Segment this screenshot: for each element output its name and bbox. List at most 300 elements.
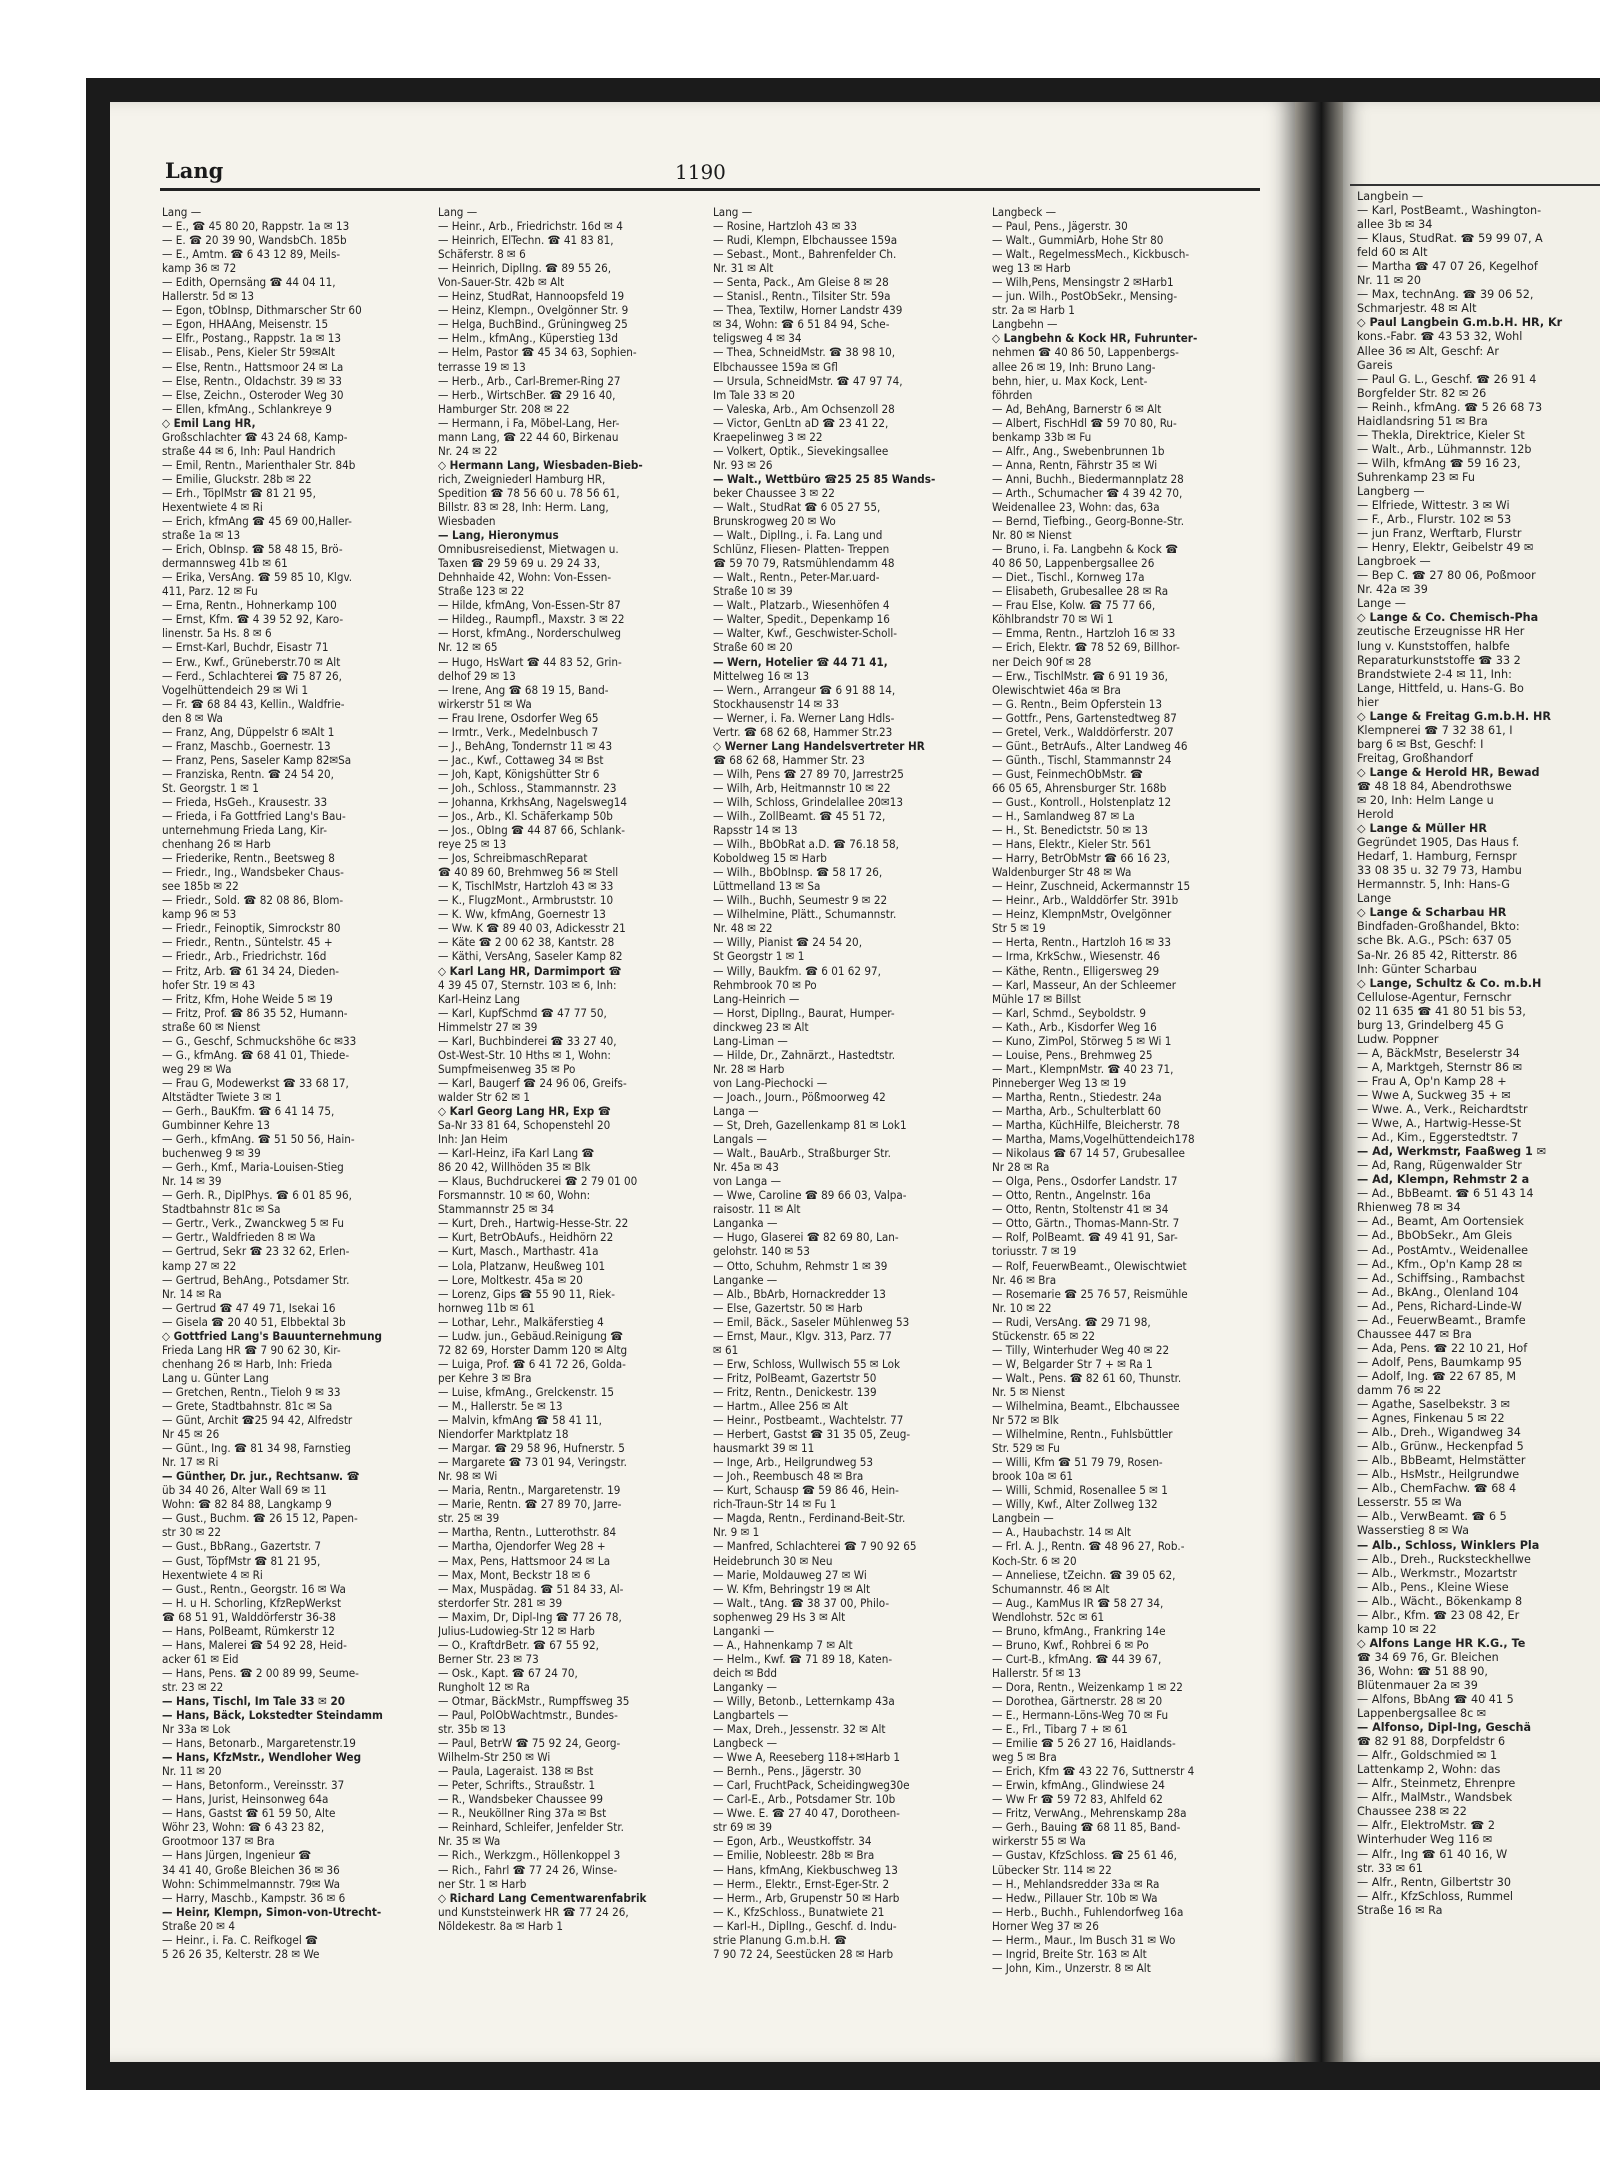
- directory-entry-line: — Alb., BbBeamt, Helmstätter: [1357, 1454, 1526, 1468]
- directory-entry-line: Nr. 31 ✉ Alt: [713, 261, 774, 276]
- directory-entry-line: — Helga, BuchBind., Grüningweg 25: [438, 317, 628, 332]
- directory-entry-line: — Franziska, Rentn. ☎ 24 54 20,: [162, 766, 334, 781]
- directory-entry-line: — Alb., Wächt., Bökenkamp 8: [1357, 1594, 1523, 1608]
- directory-entry-line: — O., KraftdrBetr. ☎ 67 55 92,: [438, 1637, 599, 1652]
- directory-entry-line: Nöldekestr. 8a ✉ Harb 1: [438, 1918, 564, 1933]
- directory-entry-line: — Rich., Fahrl ☎ 77 24 26, Winse-: [438, 1862, 618, 1877]
- directory-entry-line: ☎ 34 69 76, Gr. Bleichen: [1357, 1650, 1499, 1664]
- directory-entry-line: behn, hier, u. Max Kock, Lent-: [992, 373, 1148, 388]
- directory-entry-line: — Martha ☎ 47 07 26, Kegelhof: [1357, 260, 1538, 274]
- directory-column-1: [162, 205, 422, 1961]
- directory-entry-line: — Fritz, Arb. ☎ 61 34 24, Dieden-: [162, 963, 340, 978]
- directory-entry-line: ◇ Lange & Herold HR, Bewad: [1357, 765, 1540, 779]
- directory-entry-line: Hexentwiete 4 ✉ Ri: [162, 1567, 263, 1582]
- directory-entry-line: — Max, Pens, Hattsmoor 24 ✉ La: [438, 1553, 611, 1568]
- directory-entry-line: wirkerstr 51 ✉ Wa: [438, 696, 532, 711]
- directory-entry-line: Lange, Hittfeld, u. Hans-G. Bo: [1357, 681, 1524, 695]
- directory-entry-line: — Fritz, Rentn., Denickestr. 139: [713, 1384, 877, 1399]
- directory-entry-line: — Alb., HsMstr., Heilgrundwe: [1357, 1468, 1520, 1482]
- directory-entry-line: — Rudi, VersAng. ☎ 29 71 98,: [992, 1314, 1151, 1329]
- directory-entry-line: ☎ 68 51 91, Walddörferstr 36-38: [162, 1609, 336, 1624]
- directory-entry-line: — Wwe A, Suckweg 35 + ✉: [1357, 1089, 1511, 1102]
- directory-entry-line: — Willy, Kwf., Alter Zollweg 132: [992, 1497, 1158, 1512]
- directory-entry-line: — Erh., TöplMstr ☎ 81 21 95,: [162, 485, 316, 500]
- directory-entry-line: — Erich, Kfm ☎ 43 22 76, Suttnerstr 4: [992, 1764, 1195, 1779]
- directory-entry-line: feld 60 ✉ Alt: [1357, 246, 1428, 260]
- directory-entry-line: Borgfelder Str. 82 ✉ 26: [1357, 386, 1487, 400]
- directory-entry-line: Pinneberger Weg 13 ✉ 19: [992, 1075, 1127, 1090]
- running-head-name: Lang: [165, 158, 224, 183]
- directory-entry-line: — Olga, Pens., Osdorfer Landstr. 17: [992, 1174, 1178, 1189]
- directory-entry-line: — Gertr., Waldfrieden 8 ✉ Wa: [162, 1230, 316, 1245]
- directory-entry-line: 86 20 42, Willhöden 35 ✉ Blk: [438, 1160, 591, 1175]
- directory-entry-line: — Klaus, Buchdruckerei ☎ 2 79 01 00: [438, 1174, 638, 1189]
- directory-entry-line: Nr. 35 ✉ Wa: [438, 1834, 501, 1849]
- directory-entry-line: — Alb., Schloss, Winklers Pla: [1357, 1538, 1540, 1552]
- directory-entry-line: — Paul, PolObWachtmstr., Bundes-: [438, 1708, 618, 1723]
- directory-entry-line: — jun Franz, Werftarb, Flurstr: [1357, 527, 1522, 541]
- directory-entry-line: — R., Wandsbeker Chaussee 99: [438, 1792, 604, 1807]
- directory-entry-line: Köhlbrandstr 70 ✉ Wi 1: [992, 612, 1114, 627]
- directory-entry-line: — Gerh. R., DiplPhys. ☎ 6 01 85 96,: [162, 1188, 352, 1203]
- directory-entry-line: Nr. 10 ✉ 22: [992, 1300, 1052, 1315]
- directory-entry-line: Nr. 28 ✉ Harb: [713, 1061, 785, 1076]
- directory-entry-line: per Kehre 3 ✉ Bra: [438, 1370, 532, 1385]
- directory-entry-line: Nr 45 ✉ 26: [162, 1427, 220, 1442]
- directory-entry-line: — Wwe. A., Verk., Reichardtstr: [1357, 1103, 1528, 1117]
- directory-entry-line: benkamp 33b ✉ Fu: [992, 429, 1092, 444]
- directory-entry-line: — Jos., Arb., Kl. Schäferkamp 50b: [438, 809, 613, 824]
- directory-entry-line: — Irma, KrkSchw., Wiesenstr. 46: [992, 949, 1161, 964]
- directory-entry-line: — Karl-Heinz, iFa Karl Lang ☎: [438, 1146, 595, 1161]
- directory-entry-line: Langbroek —: [1357, 555, 1431, 569]
- directory-entry-line: — Paul, Pens., Jägerstr. 30: [992, 219, 1128, 234]
- directory-entry-line: — Harry, BetrObMstr ☎ 66 16 23,: [992, 851, 1171, 866]
- directory-entry-line: — Johanna, KrkhsAng, Nagelsweg14: [438, 794, 628, 809]
- directory-entry-line: — Frieda, i Fa Gottfried Lang's Bau-: [162, 809, 346, 824]
- directory-entry-line: lung v. Kunststoffen, halbfe: [1357, 639, 1510, 653]
- directory-entry-line: ◇ Karl Georg Lang HR, Exp ☎: [438, 1104, 611, 1118]
- directory-entry-line: — Karl, Baugerf ☎ 24 96 06, Greifs-: [438, 1075, 627, 1090]
- directory-entry-line: — Reinhard, Schleifer, Jenfelder Str.: [438, 1820, 624, 1835]
- directory-entry-line: Omnibusreisedienst, Mietwagen u.: [438, 542, 619, 557]
- directory-entry-line: — Else, Gazertstr. 50 ✉ Harb: [713, 1300, 863, 1315]
- directory-entry-line: — Max, Muspädag. ☎ 51 84 33, Al-: [438, 1581, 624, 1596]
- directory-entry-line: — Karl-H., DiplIng., Geschf. d. Indu-: [713, 1918, 897, 1933]
- directory-entry-line: — Franz, Maschb., Goernestr. 13: [162, 738, 331, 753]
- directory-entry-line: Schäferstr. 8 ✉ 6: [438, 247, 526, 262]
- directory-entry-line: Lange: [1357, 892, 1392, 906]
- directory-entry-line: — Else, Zeichn., Osteroder Weg 30: [162, 387, 344, 402]
- directory-entry-line: raisostr. 11 ✉ Alt: [713, 1202, 801, 1217]
- directory-entry-line: — G. Rentn., Beim Opferstein 13: [992, 696, 1163, 711]
- directory-entry-line: — Alfons, BbAng ☎ 40 41 5: [1357, 1693, 1514, 1707]
- directory-entry-line: Langbein —: [1357, 190, 1424, 203]
- directory-entry-line: — Emma, Rentn., Hartzloh 16 ✉ 33: [992, 626, 1176, 641]
- directory-entry-line: — Wwe. E. ☎ 27 40 47, Dorotheen-: [713, 1806, 900, 1821]
- directory-entry-line: Nr. 5 ✉ Nienst: [992, 1384, 1065, 1399]
- directory-entry-line: — Walter, Kwf., Geschwister-Scholl-: [713, 626, 898, 641]
- directory-entry-line: Sa-Nr. 26 85 42, Ritterstr. 86: [1357, 948, 1518, 962]
- directory-entry-line: — Willi, Schmid, Rosenallee 5 ✉ 1: [992, 1483, 1168, 1498]
- directory-entry-line: — Wilh., BbObRat a.D. ☎ 76.18 58,: [713, 837, 899, 852]
- directory-entry-line: — K. Ww, kfmAng, Goernestr 13: [438, 907, 606, 922]
- directory-entry-line: — Hans Jürgen, Ingenieur ☎: [162, 1848, 312, 1863]
- directory-entry-line: — Max, Mont, Beckstr 18 ✉ 6: [438, 1567, 591, 1582]
- directory-entry-line: — Wwe, A., Hartwig-Hesse-St: [1357, 1117, 1522, 1131]
- directory-entry-line: — Egon, Arb., Weustkoffstr. 34: [713, 1834, 872, 1849]
- directory-entry-line: Grootmoor 137 ✉ Bra: [162, 1834, 275, 1849]
- directory-entry-line: — Franz, Ang, Düppelstr 6 ✉Alt 1: [162, 724, 335, 739]
- directory-entry-line: — Maxim, Dr, Dipl-Ing ☎ 77 26 78,: [438, 1609, 622, 1624]
- directory-entry-line: — Werner, i. Fa. Werner Lang Hdls-: [713, 710, 895, 725]
- directory-entry-line: Langbehn —: [992, 317, 1058, 332]
- directory-entry-line: Schmarjestr. 48 ✉ Alt: [1357, 302, 1477, 316]
- directory-entry-line: str 69 ✉ 39: [713, 1820, 773, 1835]
- directory-entry-line: — Fritz, Prof. ☎ 86 35 52, Humann-: [162, 1005, 348, 1020]
- directory-entry-line: 36, Wohn: ☎ 51 88 90,: [1357, 1664, 1488, 1678]
- directory-entry-line: — Tilly, Winterhuder Weg 40 ✉ 22: [992, 1342, 1170, 1357]
- book-gutter: [1295, 102, 1343, 2062]
- directory-entry-line: Rapsstr 14 ✉ 13: [713, 823, 798, 838]
- directory-entry-line: — Rolf, PolBeamt. ☎ 49 41 91, Sar-: [992, 1230, 1178, 1245]
- directory-entry-line: Hallerstr. 5f ✉ 13: [992, 1665, 1082, 1680]
- directory-entry-line: — Friedr., Rentn., Süntelstr. 45 +: [162, 935, 333, 950]
- directory-entry-line: Großschlachter ☎ 43 24 68, Kamp-: [162, 429, 348, 444]
- directory-entry-line: — Emil, Bäck., Saseler Mühlenweg 53: [713, 1314, 910, 1329]
- directory-entry-line: Von-Sauer-Str. 42b ✉ Alt: [438, 275, 565, 290]
- directory-entry-line: Chaussee 447 ✉ Bra: [1357, 1327, 1472, 1341]
- directory-entry-line: 5 26 26 35, Kelterstr. 28 ✉ We: [162, 1946, 320, 1961]
- directory-entry-line: Billstr. 83 ✉ 28, Inh: Herm. Lang,: [438, 499, 609, 514]
- directory-entry-line: Dehnhaide 42, Wohn: Von-Essen-: [438, 570, 612, 585]
- directory-entry-line: — Ad, Rang, Rügenwalder Str: [1357, 1159, 1522, 1173]
- directory-entry-line: Nr. 93 ✉ 26: [713, 457, 773, 472]
- directory-entry-line: Himmelstr 27 ✉ 39: [438, 1019, 538, 1034]
- directory-entry-line: — Alfr., Ang., Swebenbrunnen 1b: [992, 443, 1165, 458]
- directory-entry-line: rich, Zweigniederl Hamburg HR,: [438, 471, 606, 486]
- directory-entry-line: sterdorfer Str. 281 ✉ 39: [438, 1595, 563, 1610]
- directory-entry-line: Ost-West-Str. 10 Hths ✉ 1, Wohn:: [438, 1047, 611, 1062]
- directory-entry-line: — Ad, BehAng, Barnerstr 6 ✉ Alt: [992, 401, 1162, 416]
- directory-entry-line: — Kurt, Schausp ☎ 59 86 46, Hein-: [713, 1483, 899, 1498]
- directory-entry-line: — Wern, Hotelier ☎ 44 71 41,: [713, 654, 888, 669]
- directory-entry-line: — H., St. Benedictstr. 50 ✉ 13: [992, 823, 1148, 838]
- directory-entry-line: — Gretchen, Rentn., Tieloh 9 ✉ 33: [162, 1384, 341, 1399]
- directory-entry-line: — Walt., Wettbüro ☎25 25 85 Wands-: [713, 471, 936, 486]
- directory-entry-line: Lattenkamp 2, Wohn: das: [1357, 1763, 1501, 1777]
- directory-entry-line: — Louise, Pens., Brehmweg 25: [992, 1047, 1153, 1062]
- directory-column-4: [992, 205, 1252, 1975]
- directory-entry-line: Allee 36 ✉ Alt, Geschf: Ar: [1357, 344, 1499, 358]
- directory-entry-line: — Max, Dreh., Jessenstr. 32 ✉ Alt: [713, 1722, 886, 1737]
- directory-entry-line: — A., Haubachstr. 14 ✉ Alt: [992, 1525, 1131, 1540]
- directory-entry-line: — Else, Rentn., Hattsmoor 24 ✉ La: [162, 359, 344, 374]
- directory-entry-line: — Friederike, Rentn., Beetsweg 8: [162, 851, 335, 866]
- directory-entry-line: — Gustav, KfzSchloss. ☎ 25 61 46,: [992, 1848, 1177, 1863]
- directory-entry-line: — K, TischlMstr, Hartzloh 43 ✉ 33: [438, 879, 614, 894]
- directory-entry-line: — Karl, KupfSchmd ☎ 47 77 50,: [438, 1005, 607, 1020]
- directory-entry-line: — Hugo, HsWart ☎ 44 83 52, Grin-: [438, 654, 622, 669]
- directory-entry-line: — Gertr., Verk., Zwanckweg 5 ✉ Fu: [162, 1216, 345, 1231]
- directory-entry-line: — Wilh, Arb, Heitmannstr 10 ✉ 22: [713, 780, 891, 795]
- directory-entry-line: Brunskrogweg 20 ✉ Wo: [713, 514, 836, 529]
- directory-entry-line: — Alb., ChemFachw. ☎ 68 4: [1357, 1482, 1517, 1496]
- directory-entry-line: — Kuno, ZimPol, Störweg 5 ✉ Wi 1: [992, 1033, 1172, 1048]
- directory-entry-line: hier: [1357, 695, 1379, 709]
- directory-entry-line: Lang-Liman —: [713, 1033, 788, 1048]
- directory-entry-line: — Martha, KüchHilfe, Bleicherstr. 78: [992, 1118, 1180, 1133]
- directory-entry-line: Langanki —: [713, 1623, 775, 1638]
- directory-entry-line: Straße 20 ✉ 4: [162, 1918, 235, 1933]
- directory-entry-line: Mühle 17 ✉ Billst: [992, 991, 1081, 1006]
- directory-entry-line: Freitag, Großhandorf: [1357, 751, 1473, 765]
- page-header: [165, 158, 1255, 188]
- directory-entry-line: Nr. 14 ✉ 39: [162, 1174, 222, 1189]
- directory-entry-line: — Heinr., Arb., Walddörfer Str. 391b: [992, 893, 1179, 908]
- directory-entry-line: mann Lang, ☎ 22 44 60, Birkenau: [438, 429, 619, 444]
- page-number: 1190: [675, 160, 726, 184]
- directory-entry-line: — Hans, Gastst ☎ 61 59 50, Alte: [162, 1806, 336, 1821]
- directory-entry-line: — Bernh., Pens., Jägerstr. 30: [713, 1764, 862, 1779]
- directory-entry-line: — Frau A, Op'n Kamp 28 +: [1357, 1074, 1507, 1088]
- directory-entry-line: — Gottfr., Pens, Gartenstedtweg 87: [992, 710, 1177, 725]
- directory-entry-line: — Grete, Stadtbahnstr. 81c ✉ Sa: [162, 1398, 333, 1413]
- directory-entry-line: St Georgstr 1 ✉ 1: [713, 949, 805, 964]
- directory-entry-line: — Gust., Kontroll., Holstenplatz 12: [992, 794, 1172, 809]
- directory-entry-line: — Walt., Pens. ☎ 82 61 60, Thunstr.: [992, 1370, 1182, 1385]
- directory-entry-line: — Friedr., Ing., Wandsbeker Chaus-: [162, 865, 344, 880]
- directory-entry-line: Nr. 80 ✉ Nienst: [992, 528, 1072, 543]
- directory-entry-line: str. 23 ✉ 22: [162, 1679, 224, 1694]
- directory-entry-line: wirkerstr 55 ✉ Wa: [992, 1834, 1086, 1849]
- directory-entry-line: 411, Parz. 12 ✉ Fu: [162, 584, 258, 599]
- directory-entry-line: — Lola, Platzanw, Heußweg 101: [438, 1258, 606, 1273]
- directory-entry-line: — Heinr, Zuschneid, Ackermannstr 15: [992, 879, 1191, 894]
- directory-entry-line: — Wwe A, Reeseberg 118+✉Harb 1: [713, 1750, 901, 1765]
- directory-entry-line: Nr 572 ✉ Blk: [992, 1413, 1059, 1428]
- directory-entry-line: — Erich, Elektr. ☎ 78 52 69, Billhor-: [992, 640, 1180, 655]
- directory-entry-line: — Gretel, Verk., Walddörferstr. 207: [992, 724, 1174, 739]
- directory-entry-line: — Rosine, Hartzloh 43 ✉ 33: [713, 219, 858, 234]
- directory-entry-line: Wasserstieg 8 ✉ Wa: [1357, 1524, 1470, 1538]
- directory-entry-line: üb 34 40 26, Alter Wall 69 ✉ 11: [162, 1483, 327, 1498]
- directory-entry-line: Langanka —: [713, 1216, 778, 1231]
- directory-entry-line: Ludw. Poppner: [1357, 1032, 1439, 1046]
- directory-entry-line: — Walt., GummiArb, Hohe Str 80: [992, 233, 1164, 248]
- directory-entry-line: — Herbert, Gastst ☎ 31 35 05, Zeug-: [713, 1427, 911, 1442]
- directory-entry-line: Langa —: [713, 1104, 759, 1118]
- directory-entry-line: — Bruno, Kwf., Rohbrei 6 ✉ Po: [992, 1637, 1149, 1652]
- directory-entry-line: Frieda Lang HR ☎ 7 90 62 30, Kir-: [162, 1342, 341, 1357]
- directory-entry-line: Nr. 24 ✉ 22: [438, 443, 498, 458]
- directory-entry-line: — Günt., Ing. ☎ 81 34 98, Farnstieg: [162, 1441, 351, 1456]
- directory-entry-line: Lang —: [162, 205, 202, 219]
- directory-entry-line: — Hartm., Allee 256 ✉ Alt: [713, 1398, 848, 1413]
- directory-entry-line: — Günt, Archit ☎25 94 42, Alfredstr: [162, 1413, 353, 1428]
- directory-entry-line: Taxen ☎ 29 59 69 u. 29 24 33,: [438, 556, 601, 571]
- directory-entry-line: Haidlandsring 51 ✉ Bra: [1357, 414, 1488, 428]
- directory-entry-line: reye 25 ✉ 13: [438, 837, 507, 852]
- directory-entry-line: — Ad., Kim., Eggerstedtstr. 7: [1357, 1131, 1519, 1145]
- directory-entry-line: — Gust., Rentn., Georgstr. 16 ✉ Wa: [162, 1581, 346, 1596]
- directory-entry-line: — Hans, KfzMstr., Wendloher Weg: [162, 1750, 362, 1765]
- directory-entry-line: deich ✉ Bdd: [713, 1665, 778, 1680]
- directory-entry-line: — Gerh., Bauing ☎ 68 11 85, Band-: [992, 1820, 1181, 1835]
- directory-entry-line: — Paul G. L., Geschf. ☎ 26 91 4: [1357, 372, 1537, 386]
- directory-entry-line: — Alb., Pens., Kleine Wiese: [1357, 1580, 1509, 1594]
- directory-entry-line: Lesserstr. 55 ✉ Wa: [1357, 1496, 1462, 1510]
- directory-entry-line: kamp 96 ✉ 53: [162, 907, 237, 922]
- directory-entry-line: — Manfred, Schlachterei ☎ 7 90 92 65: [713, 1539, 917, 1554]
- directory-entry-line: — Dora, Rentn., Weizenkamp 1 ✉ 22: [992, 1679, 1183, 1694]
- directory-entry-line: — Alfr., KfzSchloss, Rummel: [1357, 1889, 1514, 1903]
- directory-entry-line: unternehmung Frieda Lang, Kir-: [162, 823, 327, 838]
- directory-entry-line: — Erw, Schloss, Wullwisch 55 ✉ Lok: [713, 1356, 901, 1371]
- directory-entry-line: — E., Frl., Tibarg 7 + ✉ 61: [992, 1722, 1128, 1737]
- directory-entry-line: Vertr. ☎ 68 62 68, Hammer Str.23: [713, 724, 893, 739]
- directory-entry-line: allee 26 ✉ 19, Inh: Bruno Lang-: [992, 359, 1156, 374]
- directory-entry-line: Niendorfer Marktplatz 18: [438, 1427, 569, 1442]
- directory-entry-line: ☎ 40 89 60, Brehmweg 56 ✉ Stell: [438, 865, 619, 880]
- directory-entry-line: — Heinz, Klempn., Ovelgönner Str. 9: [438, 303, 629, 318]
- directory-entry-line: Straße 10 ✉ 39: [713, 584, 793, 599]
- directory-entry-line: den 8 ✉ Wa: [162, 710, 223, 725]
- directory-entry-line: — Volkert, Optik., Sievekingsallee: [713, 443, 889, 458]
- directory-entry-line: — Ad, Klempn, Rehmstr 2 a: [1357, 1173, 1530, 1187]
- directory-entry-line: — St, Dreh, Gazellenkamp 81 ✉ Lok1: [713, 1118, 907, 1133]
- directory-entry-line: — Hermann, i Fa, Möbel-Lang, Her-: [438, 415, 620, 430]
- directory-entry-line: Herold: [1357, 808, 1394, 822]
- directory-entry-line: allee 3b ✉ 34: [1357, 218, 1433, 232]
- directory-entry-line: — Martha, Rentn., Lutterothstr. 84: [438, 1525, 617, 1540]
- directory-entry-line: — Inge, Arb., Heilgrundweg 53: [713, 1455, 874, 1470]
- directory-entry-line: Hermannstr. 5, Inh: Hans-G: [1357, 878, 1510, 892]
- directory-entry-line: — Ad., PostAmtv., Weidenallee: [1357, 1243, 1529, 1257]
- directory-entry-line: Rungholt 12 ✉ Ra: [438, 1679, 530, 1694]
- directory-entry-line: Nr. 46 ✉ Bra: [992, 1272, 1057, 1287]
- directory-entry-line: — Curt-B., kfmAng. ☎ 44 39 67,: [992, 1651, 1162, 1666]
- directory-entry-line: — Hugo, Glaserei ☎ 82 69 80, Lan-: [713, 1230, 899, 1245]
- directory-entry-line: — Wilh., ZollBeamt. ☎ 45 51 72,: [713, 809, 886, 824]
- directory-entry-line: — Thekla, Direktrice, Kieler St: [1357, 428, 1525, 442]
- directory-entry-line: — Walt., RegelmessMech., Kickbusch-: [992, 247, 1190, 262]
- directory-entry-line: — Klaus, StudRat. ☎ 59 99 07, A: [1357, 232, 1543, 246]
- directory-entry-line: Suhrenkamp 23 ✉ Fu: [1357, 470, 1475, 484]
- directory-entry-line: Altstädter Twiete 3 ✉ 1: [162, 1089, 282, 1104]
- directory-entry-line: — Friedr., Sold. ☎ 82 08 86, Blom-: [162, 893, 344, 908]
- directory-entry-line: ☎ 68 62 68, Hammer Str. 23: [713, 752, 865, 767]
- directory-entry-line: — A., Hahnenkamp 7 ✉ Alt: [713, 1637, 853, 1652]
- directory-entry-line: — Frieda, HsGeh., Krausestr. 33: [162, 794, 328, 809]
- directory-entry-line: — Alb., Grünw., Heckenpfad 5: [1357, 1440, 1524, 1454]
- directory-entry-line: ner Deich 90f ✉ 28: [992, 654, 1092, 669]
- directory-entry-line: barg 6 ✉ Bst, Geschf: I: [1357, 737, 1484, 751]
- directory-column-2: [438, 205, 698, 1933]
- directory-entry-line: — Hans, PolBeamt, Rümkerstr 12: [162, 1623, 335, 1638]
- directory-entry-line: — Diet., Tischl., Kornweg 17a: [992, 570, 1145, 585]
- directory-entry-line: — Frau Irene, Osdorfer Weg 65: [438, 710, 599, 725]
- directory-entry-line: Nr. 42a ✉ 39: [1357, 583, 1428, 597]
- directory-entry-line: — Peter, Schrifts., Straußstr. 1: [438, 1778, 596, 1793]
- directory-entry-line: — Joh., Reembusch 48 ✉ Bra: [713, 1469, 864, 1484]
- directory-entry-line: 66 05 65, Ahrensburger Str. 168b: [992, 780, 1167, 795]
- directory-entry-line: — Frau G, Modewerkst ☎ 33 68 17,: [162, 1075, 349, 1090]
- directory-entry-line: — Karl, PostBeamt., Washington-: [1357, 204, 1542, 218]
- directory-entry-line: 33 08 35 u. 32 79 73, Hambu: [1357, 864, 1522, 878]
- directory-entry-line: — Alb., Werkmstr., Mozartstr: [1357, 1566, 1518, 1580]
- directory-entry-line: — Wern., Arrangeur ☎ 6 91 88 14,: [713, 682, 896, 697]
- directory-entry-line: Nr 33a ✉ Lok: [162, 1722, 231, 1737]
- directory-entry-line: — Heinrich, DiplIng. ☎ 89 55 26,: [438, 261, 612, 276]
- directory-entry-line: Blütenmauer 2a ✉ 39: [1357, 1678, 1478, 1692]
- directory-entry-line: — Fritz, PolBeamt, Gazertstr 50: [713, 1370, 877, 1385]
- directory-entry-line: Langberg —: [1357, 484, 1425, 498]
- directory-entry-line: — Alb., VerwBeamt. ☎ 6 5: [1357, 1510, 1507, 1524]
- directory-entry-line: Klempnerei ☎ 7 32 38 61, I: [1357, 723, 1513, 737]
- directory-entry-line: hornweg 11b ✉ 61: [438, 1300, 536, 1315]
- directory-entry-line: föhrden: [992, 387, 1033, 402]
- directory-entry-line: — Irene, Ang ☎ 68 19 15, Band-: [438, 682, 609, 697]
- directory-entry-line: — Ad., BbBeamt. ☎ 6 51 43 14: [1357, 1187, 1534, 1201]
- directory-entry-line: ◇ Werner Lang Handelsvertreter HR: [713, 738, 925, 753]
- directory-entry-line: — Heinr., Postbeamt., Wachtelstr. 77: [713, 1413, 904, 1428]
- directory-entry-line: — A, BäckMstr, Beselerstr 34: [1357, 1046, 1520, 1060]
- directory-entry-line: von Lang-Piechocki —: [713, 1075, 828, 1090]
- directory-entry-line: — Jac., Kwf., Cottaweg 34 ✉ Bst: [438, 752, 604, 767]
- directory-entry-line: dinckweg 23 ✉ Alt: [713, 1019, 809, 1034]
- directory-entry-line: — Bruno, kfmAng., Frankring 14e: [992, 1623, 1166, 1638]
- directory-entry-line: — E., ☎ 45 80 20, Rappstr. 1a ✉ 13: [162, 219, 350, 234]
- directory-entry-line: straße 60 ✉ Nienst: [162, 1019, 261, 1034]
- directory-entry-line: — Fritz, Kfm, Hohe Weide 5 ✉ 19: [162, 991, 333, 1006]
- directory-entry-line: Lang u. Günter Lang: [162, 1370, 269, 1385]
- directory-entry-line: — W. Kfm, Behringstr 19 ✉ Alt: [713, 1581, 871, 1596]
- directory-entry-line: — Alfonso, Dipl-Ing, Geschä: [1357, 1721, 1532, 1735]
- directory-entry-line: — Käthe, Rentn., Elligersweg 29: [992, 963, 1160, 978]
- directory-entry-line: Wohn: Schimmelmannstr. 79✉ Wa: [162, 1876, 341, 1891]
- directory-entry-line: — Egon, tObInsp, Dithmarscher Str 60: [162, 303, 362, 318]
- directory-entry-line: — Hans, Tischl, Im Tale 33 ✉ 20: [162, 1693, 346, 1708]
- directory-entry-line: ✉ 34, Wohn: ☎ 6 51 84 94, Sche-: [713, 317, 890, 332]
- directory-entry-line: sophenweg 29 Hs 3 ✉ Alt: [713, 1609, 846, 1624]
- directory-entry-line: Stammannstr 25 ✉ 34: [438, 1202, 555, 1217]
- directory-entry-line: strie Planung G.m.b.H. ☎: [713, 1932, 847, 1947]
- directory-entry-line: — Wilh., BbObInsp. ☎ 58 17 26,: [713, 865, 883, 880]
- directory-entry-line: toriusstr. 7 ✉ 19: [992, 1244, 1077, 1259]
- directory-entry-line: — Alb., Dreh., Rucksteckhellwe: [1357, 1552, 1531, 1566]
- directory-entry-line: — Ad., Beamt, Am Oortensiek: [1357, 1215, 1524, 1229]
- directory-entry-line: — Ferd., Schlachterei ☎ 75 87 26,: [162, 668, 342, 683]
- directory-entry-line: — Max, technAng. ☎ 39 06 52,: [1357, 288, 1534, 302]
- directory-entry-line: — Wilhelmine, Plätt., Schumannstr.: [713, 907, 897, 922]
- directory-entry-line: — Adolf, Ing. ☎ 22 67 85, M: [1357, 1369, 1516, 1383]
- directory-entry-line: — Margar. ☎ 29 58 96, Hufnerstr. 5: [438, 1441, 625, 1456]
- directory-entry-line: — Agnes, Finkenau 5 ✉ 22: [1357, 1412, 1505, 1426]
- directory-entry-line: — Herm., Maur., Im Busch 31 ✉ Wo: [992, 1932, 1176, 1947]
- directory-entry-line: — Ad., BbObSekr., Am Gleis: [1357, 1229, 1513, 1243]
- directory-entry-line: — Helm., Kwf. ☎ 71 89 18, Katen-: [713, 1651, 893, 1666]
- directory-entry-line: — Thea, SchneidMstr. ☎ 38 98 10,: [713, 345, 896, 360]
- directory-entry-line: hausmarkt 39 ✉ 11: [713, 1441, 815, 1456]
- directory-entry-line: — Elisabeth, Grubesallee 28 ✉ Ra: [992, 584, 1169, 599]
- directory-entry-line: — M., Hallerstr. 5e ✉ 13: [438, 1398, 563, 1413]
- directory-entry-line: — Gertrud ☎ 47 49 71, Isekai 16: [162, 1300, 336, 1315]
- directory-entry-line: — Hilde, Dr., Zahnärzt., Hastedtstr.: [713, 1047, 896, 1062]
- directory-entry-line: — Luiga, Prof. ☎ 6 41 72 26, Golda-: [438, 1356, 626, 1371]
- directory-entry-line: — Adolf, Pens, Baumkamp 95: [1357, 1355, 1523, 1369]
- directory-entry-line: — Lothar, Lehr., Malkäferstieg 4: [438, 1314, 604, 1329]
